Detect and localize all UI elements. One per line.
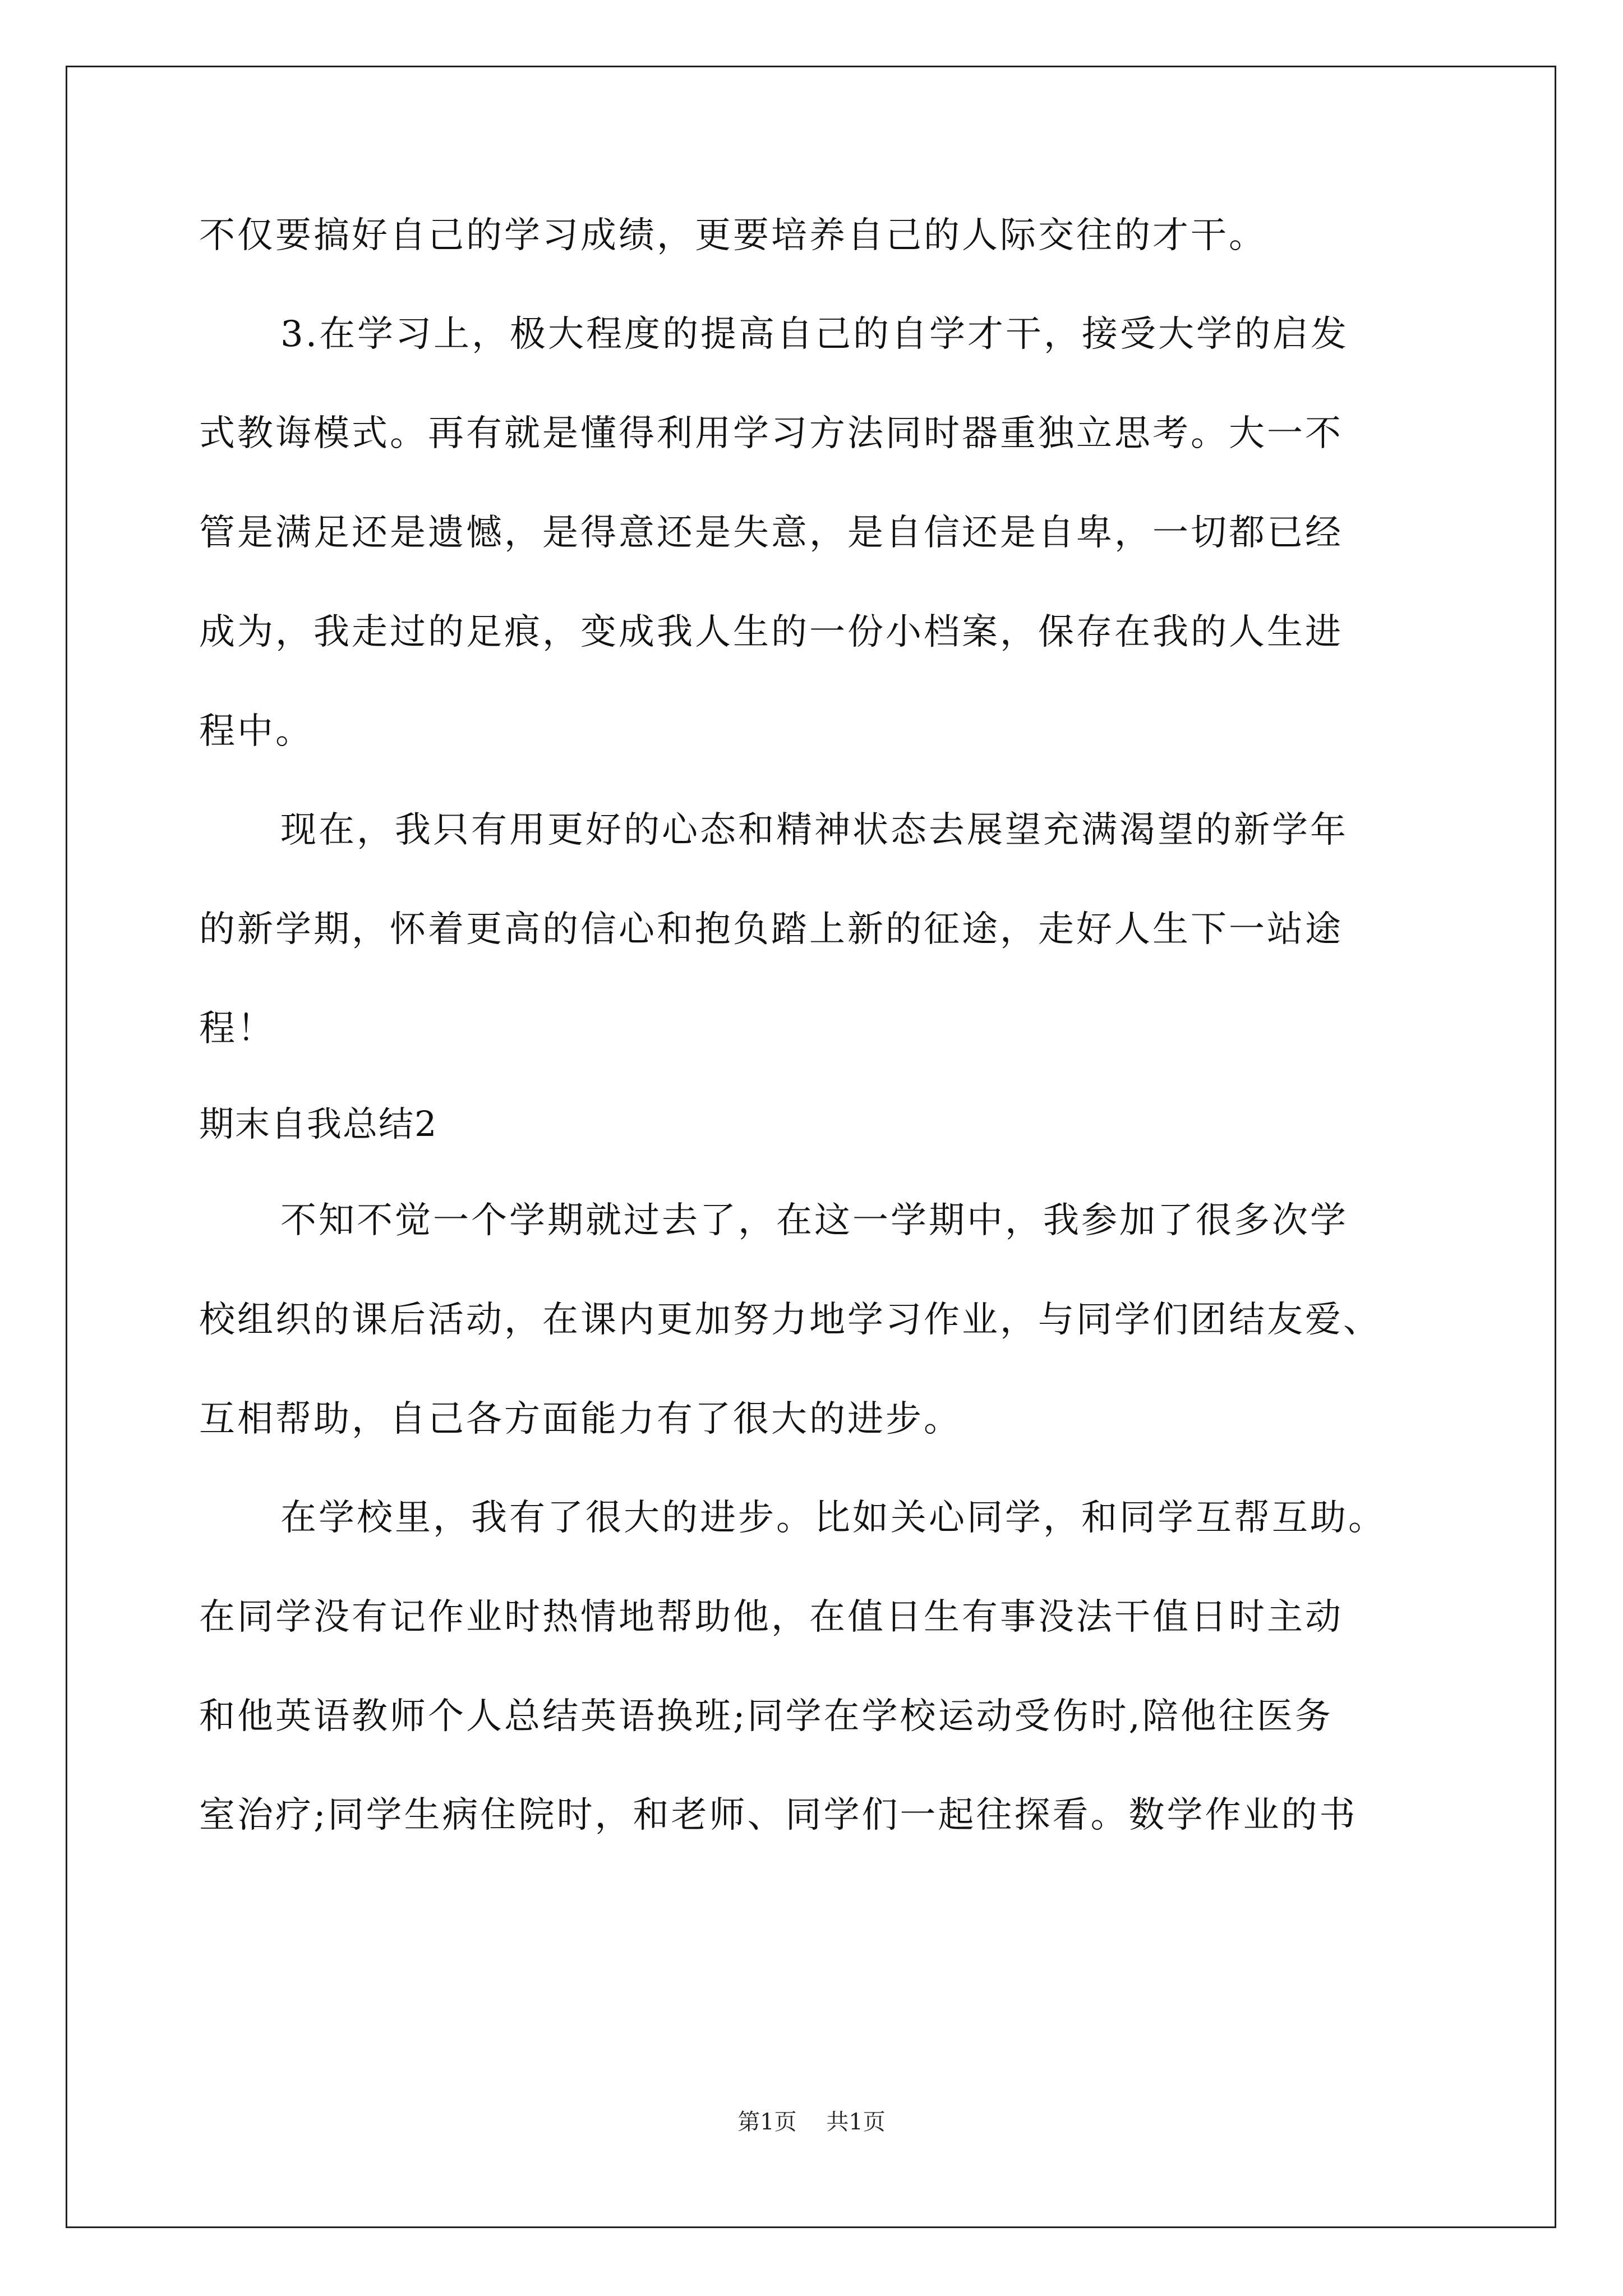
page-number: 第1页 — [737, 2109, 797, 2135]
text-line: 在同学没有记作业时热情地帮助他，在值日生有事没法干值日时主动 — [199, 1596, 1343, 1638]
text-line: 室治疗;同学生病住院时，和老师、同学们一起往探看。数学作业的书 — [199, 1795, 1358, 1836]
text-line: 在学校里，我有了很大的进步。比如关心同学，和同学互帮互助。 — [280, 1497, 1386, 1539]
text-line: 现在，我只有用更好的心态和精神状态去展望充满渴望的新学年 — [280, 809, 1348, 851]
text-line: 程中。 — [199, 711, 313, 752]
text-line: 不仅要搞好自己的学习成绩，更要培养自己的人际交往的才干。 — [199, 215, 1267, 256]
text-line: 式教诲模式。再有就是懂得利用学习方法同时器重独立思考。大一不 — [199, 413, 1343, 454]
page-border — [66, 66, 1556, 2228]
text-line: 3.在学习上，极大程度的提高自己的自学才干，接受大学的启发 — [280, 314, 1349, 355]
text-line: 管是满足还是遗憾，是得意还是失意，是自信还是自卑，一切都已经 — [199, 512, 1343, 554]
page-footer — [0, 2108, 1623, 2136]
text-line: 不知不觉一个学期就过去了，在这一学期中，我参加了很多次学 — [280, 1200, 1348, 1241]
page-total: 共1页 — [826, 2109, 886, 2135]
text-line: 的新学期，怀着更高的信心和抱负踏上新的征途，走好人生下一站途 — [199, 909, 1343, 950]
text-line: 和他英语教师个人总结英语换班;同学在学校运动受伤时,陪他往医务 — [199, 1696, 1333, 1737]
text-line: 成为，我走过的足痕，变成我人生的一份小档案，保存在我的人生进 — [199, 611, 1343, 653]
text-line: 程！ — [199, 1008, 275, 1050]
text-line: 互相帮助，自己各方面能力有了很大的进步。 — [199, 1398, 962, 1440]
text-line: 校组织的课后活动，在课内更加努力地学习作业，与同学们团结友爱、 — [199, 1299, 1381, 1341]
section-heading: 期末自我总结2 — [199, 1103, 438, 1144]
